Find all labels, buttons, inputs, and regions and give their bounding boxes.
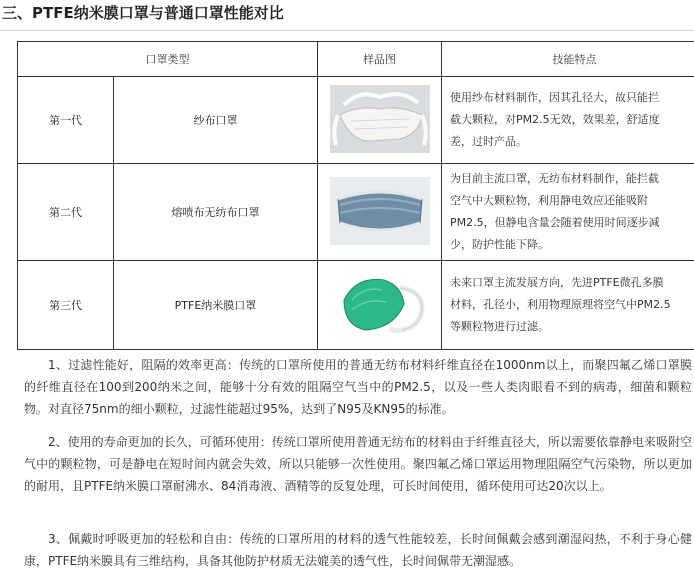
section-heading: 三、PTFE纳米膜口罩与普通口罩性能对比 [2,4,284,22]
header-sample-image: 样品图 [318,42,442,77]
features-cell [442,164,694,261]
generation-cell: 第一代 [18,77,114,164]
paragraph-lifespan: 2、使用的寿命更加的长久，可循环使用：传统口罩所使用普通无纺布的材料由于纤维直径大，所以需要依靠静电来吸附空气中的颗粒物，可是静电在短时间内就会失效，所以只能够一次性使用。聚四氟乙烯口罩运用物理阻隔空气污染物，所以更加的耐用，且PTFE纳米膜口罩耐沸水、84消毒液、酒精等的反复处理，可长时间使用，循环使用可达20次以上。 [24,435,692,493]
table-row [18,77,694,164]
features-line: 使用纱布材料制作，因其孔径大，故只能拦 [450,91,659,104]
mask-name-cell: 熔喷布无纺布口罩 [114,164,318,261]
sample-image-cell [318,164,442,261]
paragraph-filtration: 1、过滤性能好，阻隔的效率更高：传统的口罩所使用的普通无纺布材料纤维直径在1000nm以上，而聚四氟乙烯口罩膜的纤维直径在100到200纳米之间，能够十分有效的阻隔空气当中的PM2.5，以及一些人类肉眼看不到的病毒，细菌和颗粒物。对直径75nm的细小颗粒，过滤性能超过95%，达到了N95及KN95的标准。 [24,358,692,416]
paragraph-breathability: 3、佩戴时呼吸更加的轻松和自由：传统的口罩所用的材料的透气性能较差，长时间佩戴会感到潮湿闷热，不利于身心健康，PTFE纳米膜具有三维结构，具备其他防护材质无法媲美的透气性，长时间佩带无潮湿感。 [24,532,692,568]
sample-image-cell [318,77,442,164]
features-line: 为目前主流口罩，无纺布材料制作，能拦截 [450,172,659,185]
heading-divider [0,30,694,31]
features-cell [442,261,694,350]
table-header-row [18,42,694,77]
features-line: 空气中大颗粒物，利用静电效应还能吸附 [450,194,648,207]
features-cell [442,77,694,164]
table-row [18,261,694,350]
features-line: PM2.5，但静电含量会随着使用时间逐步减 [450,216,660,229]
header-features: 技能特点 [442,42,694,77]
features-line: 差，过时产品。 [450,135,527,148]
meltblown-mask-image [330,177,430,245]
mask-name-cell: PTFE纳米膜口罩 [114,261,318,350]
features-line: 材料，孔径小，利用物理原理将空气中PM2.5 [450,298,671,311]
comparison-table [17,41,694,350]
generation-cell: 第二代 [18,164,114,261]
generation-cell: 第三代 [18,261,114,350]
mask-name-cell: 纱布口罩 [114,77,318,164]
features-line: 未来口罩主流发展方向，先进PTFE微孔多膜 [450,276,664,289]
features-line: 等颗粒物进行过滤。 [450,320,549,333]
ptfe-mask-image [330,270,430,338]
header-mask-type: 口罩类型 [18,42,318,77]
table-row [18,164,694,261]
features-line: 少，防护性能下降。 [450,238,549,251]
gauze-mask-image [330,85,430,153]
features-line: 截大颗粒，对PM2.5无效，效果差，舒适度 [450,113,660,126]
sample-image-cell [318,261,442,350]
